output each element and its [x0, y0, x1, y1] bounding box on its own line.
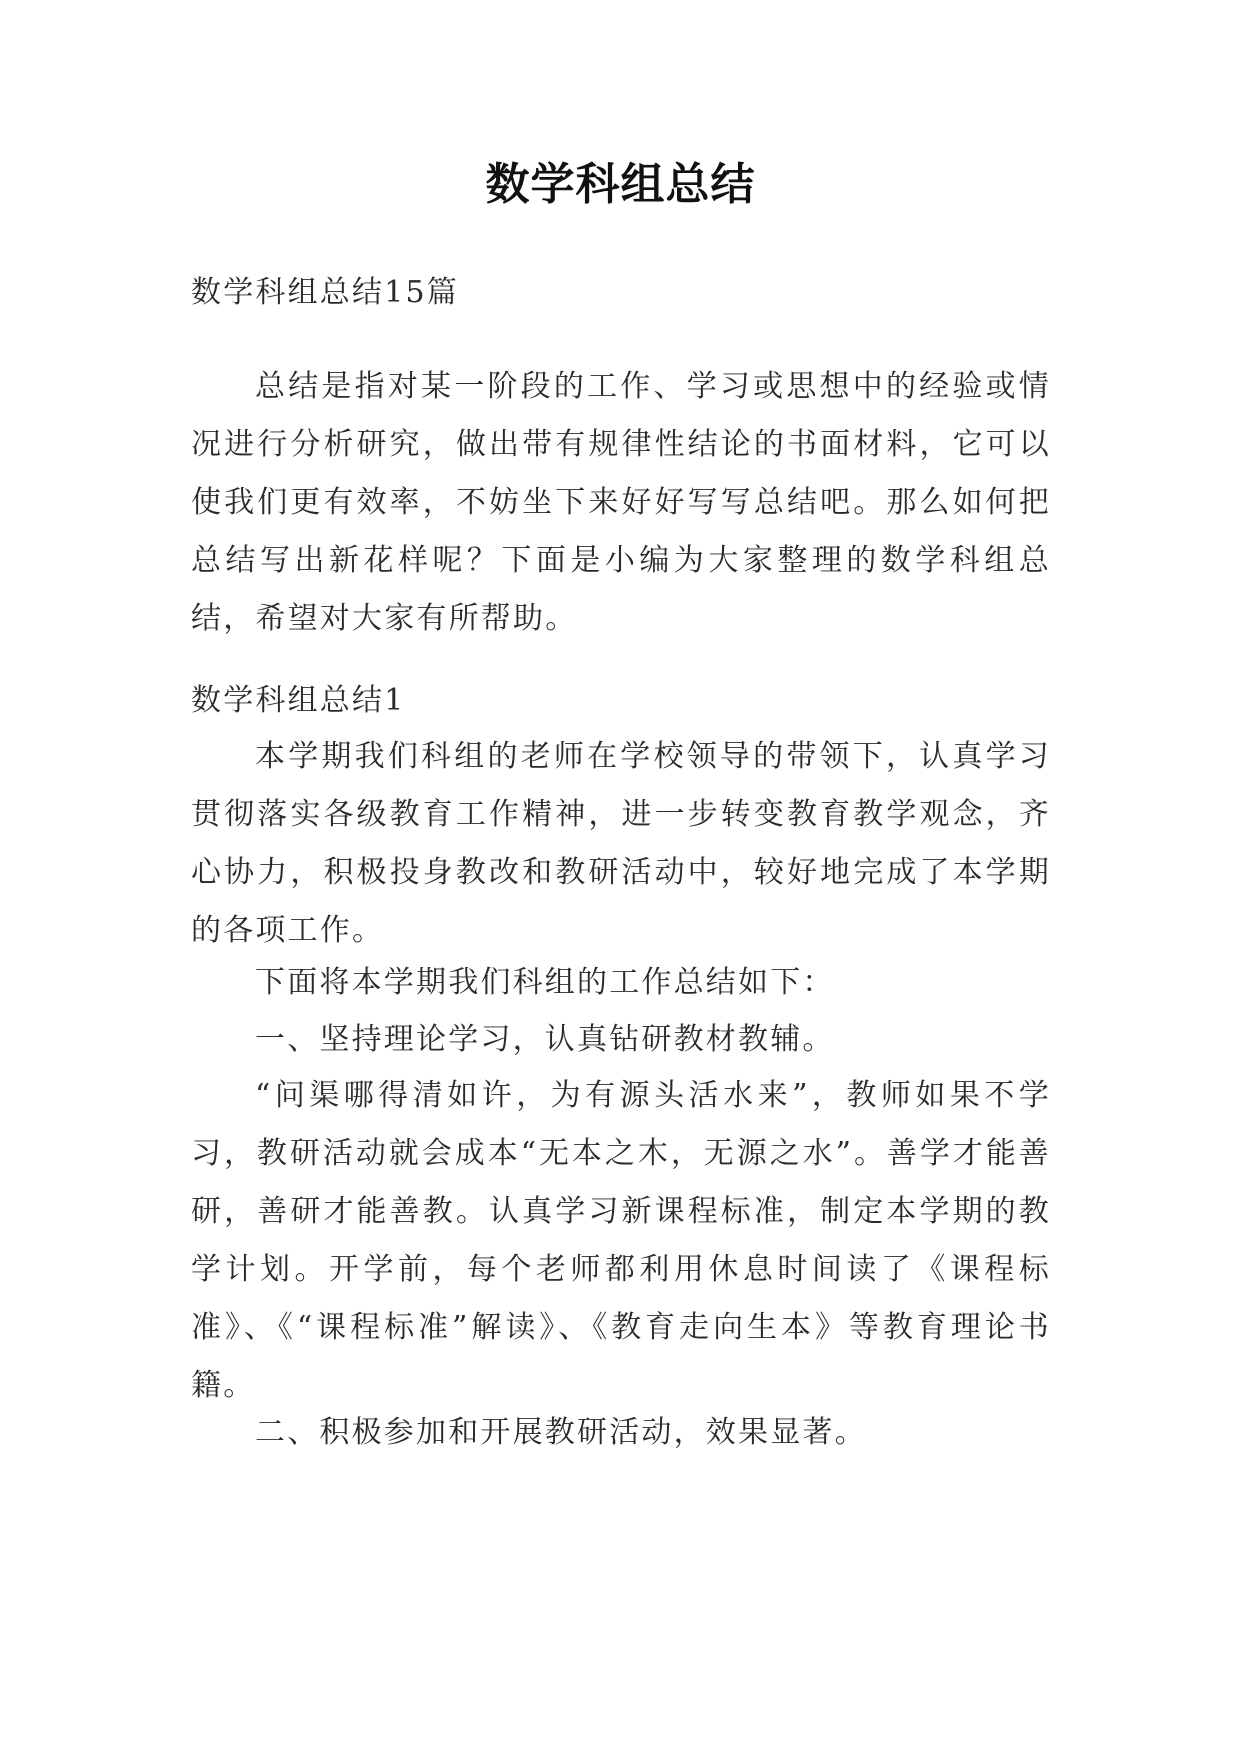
paragraph-5: 二、积极参加和开展教研活动，效果显著。 — [255, 1415, 867, 1450]
section-heading: 数学科组总结1 — [191, 683, 406, 718]
intro-paragraph: 总结是指对某一阶段的工作、学习或思想中的经验或情况进行分析研究，做出带有规律性结论的书面材料，它可以使我们更有效率，不妨坐下来好好写写总结吧。那么如何把总结写出新花样呢？下面是小编为大家整理的数学科组总结，希望对大家有所帮助。 — [191, 369, 1051, 636]
paragraph-3: 一、坚持理论学习，认真钻研教材教辅。 — [255, 1022, 835, 1057]
paragraph-1: 本学期我们科组的老师在学校领导的带领下，认真学习贯彻落实各级教育工作精神，进一步转变教育教学观念，齐心协力，积极投身教改和教研活动中，较好地完成了本学期的各项工作。 — [191, 739, 1051, 948]
document-subtitle: 数学科组总结15篇 — [191, 275, 459, 310]
document-title: 数学科组总结 — [485, 159, 756, 210]
paragraph-2: 下面将本学期我们科组的工作总结如下： — [255, 965, 835, 1000]
paragraph-4: “问渠哪得清如许，为有源头活水来”，教师如果不学习，教研活动就会成本“无本之木，无源之水”。善学才能善研，善研才能善教。认真学习新课程标准，制定本学期的教学计划。开学前，每个老师都利用休息时间读了《课程标准》、《“课程标准”解读》、《教育走向生本》等教育理论书籍。 — [191, 1078, 1051, 1403]
